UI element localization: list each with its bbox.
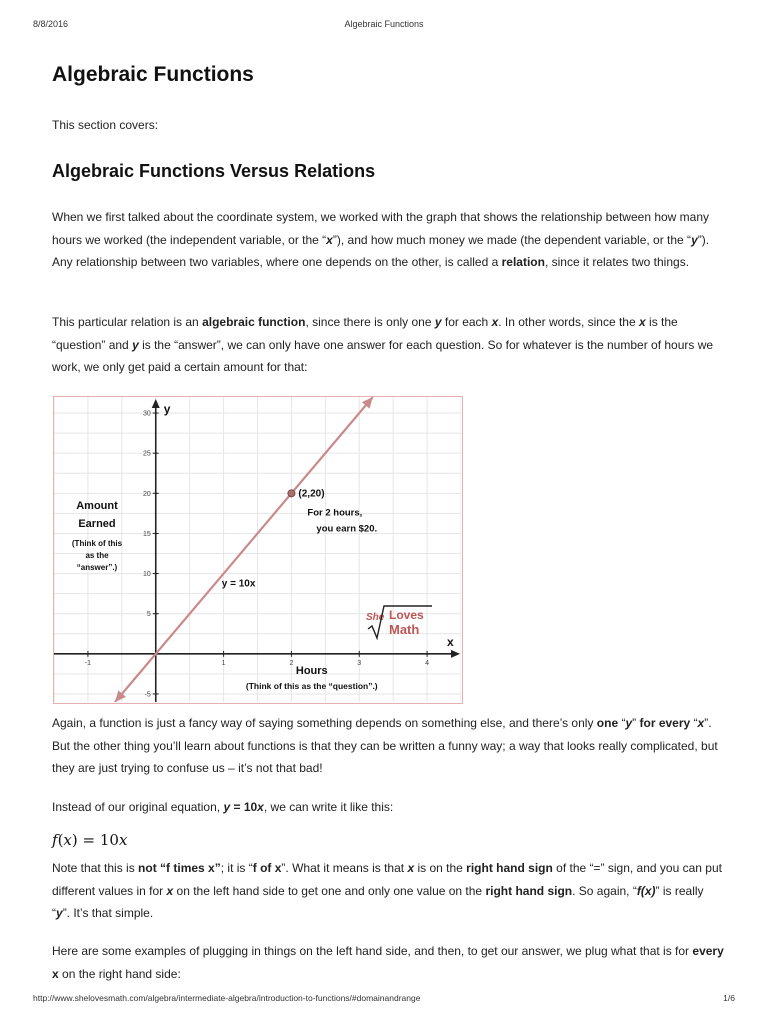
she-loves-math-logo (366, 606, 432, 638)
print-page-number: 1/6 (723, 993, 735, 1003)
paragraph-function: This particular relation is an algebraic function, since there is only one y for each x. In other words, since the x is the “question” and y is the “answer”, we can only have one answer for each question. So for whatever is the number of hours we work, we only get paid a certain amount for that: (52, 315, 714, 374)
paragraph-fancy-way: Again, a function is just a fancy way of saying something depends on something else, and there’s only one “y” for every “x”. But the other thing you’ll learn about functions is that they can be written a funny way; a way that looks really complicated, but they are just trying to confuse us – it’s not that bad! (52, 716, 718, 775)
paragraph-original-equation: Instead of our original equation, y = 10x, we can write it like this: (52, 800, 394, 814)
page-title: Algebraic Functions (52, 63, 254, 86)
x-tick-label: -1 (84, 659, 92, 667)
chart-series (115, 397, 373, 702)
line-y-equals-10x (115, 397, 373, 702)
section-title: Algebraic Functions Versus Relations (52, 161, 376, 181)
x-note: (Think of this as the “question”.) (245, 680, 378, 691)
intro-text: This section covers: (52, 118, 159, 132)
print-page-title: Algebraic Functions (344, 19, 424, 29)
y-note-line2: as the (85, 551, 109, 560)
logo-loves: Loves (389, 608, 424, 622)
chart-svg (54, 397, 461, 702)
logo-she: She (366, 612, 385, 623)
x-axis-letter: x (447, 634, 454, 649)
y-tick-label: 20 (142, 490, 151, 498)
print-date: 8/8/2016 (33, 19, 69, 29)
y-note-line1: (Think of this (71, 539, 123, 548)
point-note-line2: you earn $20. (316, 523, 378, 535)
y-tick-label: 15 (142, 530, 151, 538)
y-tick-label: 25 (142, 450, 151, 458)
hours-earned-chart (53, 396, 463, 704)
print-footer (0, 993, 768, 1007)
x-axis-arrow (451, 650, 460, 658)
highlight-point (288, 490, 295, 497)
y-tick-label: -5 (144, 691, 151, 699)
x-tick-label: 4 (425, 659, 430, 667)
equation-label: y = 10x (221, 578, 256, 590)
point-note-line1: For 2 hours, (307, 507, 363, 519)
paragraph-examples: Here are some examples of plugging in things on the left hand side, and then, to get our answer, we plug what that is for every x on the right hand side: (52, 944, 724, 981)
chart-grid (54, 397, 461, 702)
x-tick-label: 1 (221, 659, 226, 667)
y-axis-arrow (152, 399, 160, 408)
y-title-line1: Amount (76, 500, 118, 512)
chart-labels (72, 488, 432, 691)
y-tick-label: 5 (146, 611, 151, 619)
highlight-point-label: (2,20) (298, 488, 325, 500)
y-title-line2: Earned (78, 518, 116, 530)
y-note-line3: “answer”.) (76, 563, 118, 572)
chart-ticks (85, 411, 429, 699)
paragraph-f-of-x: Note that this is not “f times x”; it is “f of x”. What it means is that x is on the right hand sign of the “=” sign, and you can put different values in for x on the left hand side to get one and only one value on the right hand sign. So again, “f(x)” is really “y”. It’s that simple. (52, 861, 722, 920)
x-tick-label: 3 (357, 659, 362, 667)
print-url: http://www.shelovesmath.com/algebra/intermediate-algebra/introduction-to-functions/#domainandrange (33, 993, 421, 1003)
print-header (0, 19, 768, 33)
y-tick-label: 10 (142, 571, 151, 579)
logo-math: Math (389, 622, 420, 637)
paragraph-relation: When we first talked about the coordinate system, we worked with the graph that shows the relationship between how many hours we worked (the independent variable, or the “x”), and how much money we made (the dependent variable, or the “y”). Any relationship between two variables, where one depends on the other, is called a relation, since it relates two things. (52, 210, 710, 269)
y-axis-letter: y (163, 402, 171, 416)
y-tick-label: 30 (142, 410, 151, 418)
x-title: Hours (295, 664, 328, 677)
x-tick-label: 2 (289, 659, 294, 667)
function-formula: f(x) = 10x (52, 831, 128, 849)
